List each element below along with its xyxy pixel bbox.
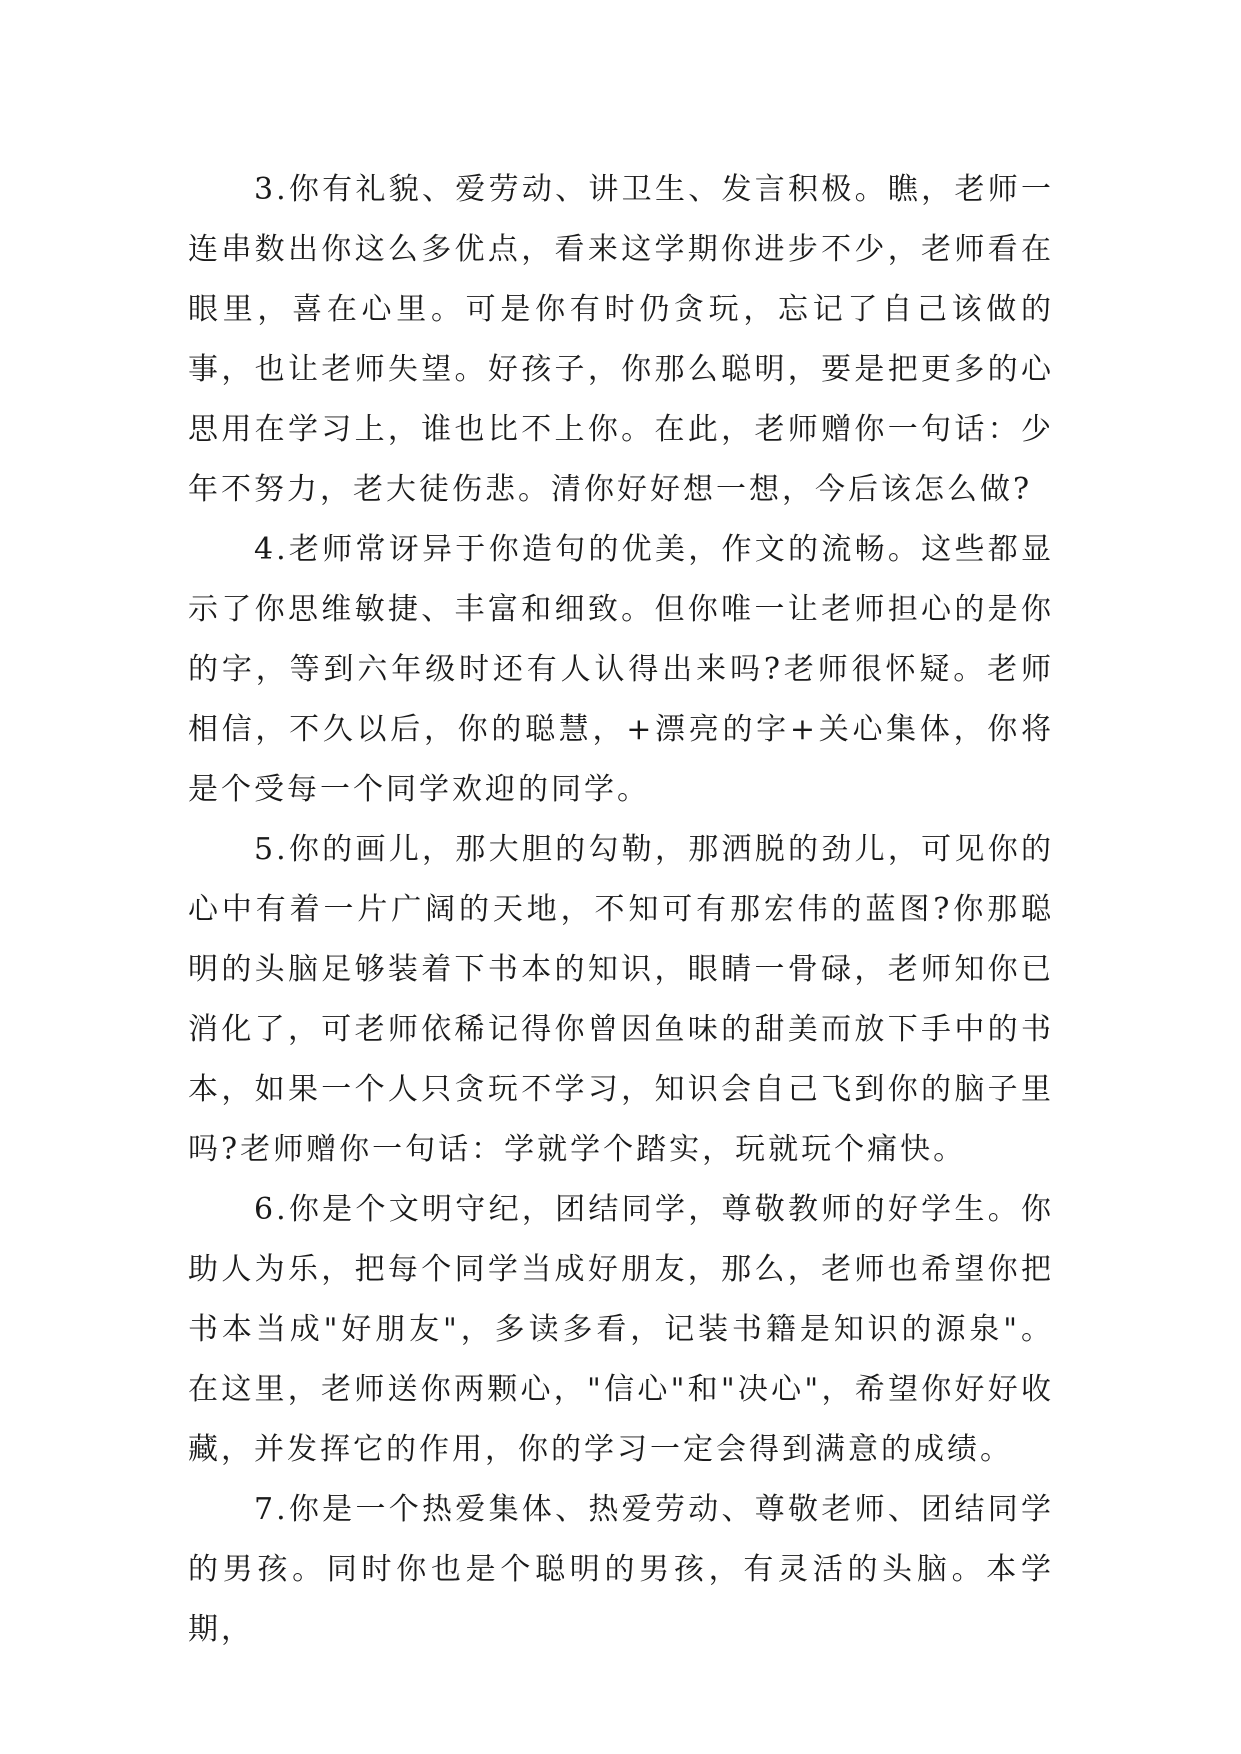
comment-paragraph-5: 5.你的画儿，那大胆的勾勒，那洒脱的劲儿，可见你的心中有着一片广阔的天地，不知可有那宏伟的蓝图?你那聪明的头脑足够装着下书本的知识，眼睛一骨碌，老师知你已消化了，可老师依稀记得你曾因鱼味的甜美而放下手中的书本，如果一个人只贪玩不学习，知识会自己飞到你的脑子里吗?老师赠你一句话：学就学个踏实，玩就玩个痛快。 [188,832,1054,1167]
document-body [188,160,1054,1660]
comment-paragraph-6: 6.你是个文明守纪，团结同学，尊敬教师的好学生。你助人为乐，把每个同学当成好朋友，那么，老师也希望你把书本当成"好朋友"，多读多看，记装书籍是知识的源泉"。在这里，老师送你两颗心，"信心"和"决心"，希望你好好收藏，并发挥它的作用，你的学习一定会得到满意的成绩。 [188,1192,1054,1467]
comment-paragraph-4: 4.老师常讶异于你造句的优美，作文的流畅。这些都显示了你思维敏捷、丰富和细致。但你唯一让老师担心的是你的字，等到六年级时还有人认得出来吗?老师很怀疑。老师相信，不久以后，你的聪慧，+漂亮的字+关心集体，你将是个受每一个同学欢迎的同学。 [188,532,1054,807]
comment-paragraph-3: 3.你有礼貌、爱劳动、讲卫生、发言积极。瞧，老师一连串数出你这么多优点，看来这学期你进步不少，老师看在眼里，喜在心里。可是你有时仍贪玩，忘记了自己该做的事，也让老师失望。好孩子，你那么聪明，要是把更多的心思用在学习上，谁也比不上你。在此，老师赠你一句话：少年不努力，老大徒伤悲。清你好好想一想，今后该怎么做? [188,172,1054,507]
comment-paragraph-7: 7.你是一个热爱集体、热爱劳动、尊敬老师、团结同学的男孩。同时你也是个聪明的男孩，有灵活的头脑。本学期， [188,1492,1054,1647]
